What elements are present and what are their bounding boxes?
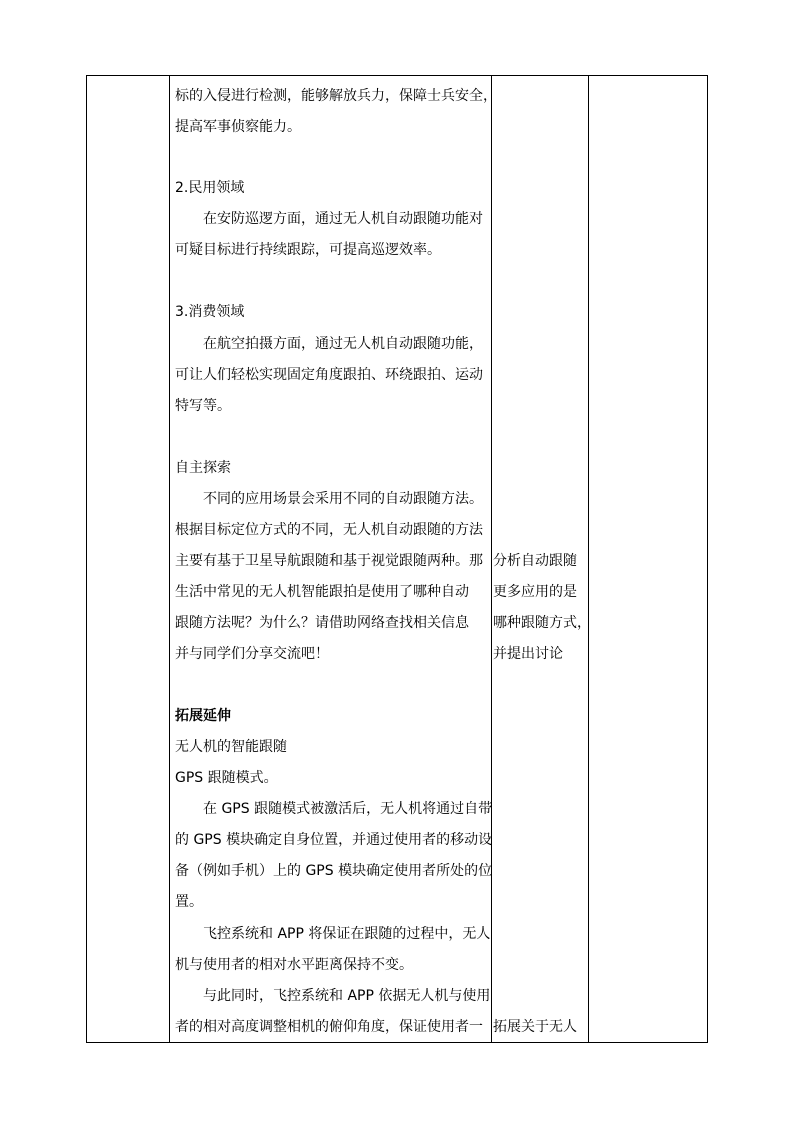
content-line: 的 GPS 模块确定自身位置，并通过使用者的移动设 — [175, 832, 493, 848]
content-line: 根据目标定位方式的不同，无人机自动跟随的方法 — [175, 522, 483, 538]
content-line: 者的相对高度调整相机的俯仰角度，保证使用者一 — [175, 1019, 483, 1035]
content-line: 不同的应用场景会采用不同的自动跟随方法。 — [203, 491, 483, 507]
content-line: 备（例如手机）上的 GPS 模块确定使用者所处的位 — [175, 863, 493, 879]
content-line: 在 GPS 跟随模式被激活后，无人机将通过自带 — [203, 801, 493, 817]
content-line: 无人机的智能跟随 — [175, 739, 287, 755]
content-line: 跟随方法呢？为什么？请借助网络查找相关信息 — [175, 615, 469, 631]
content-line: 可让人们轻松实现固定角度跟拍、环绕跟拍、运动 — [175, 367, 483, 383]
column-divider — [169, 76, 170, 1042]
section-heading: 3.消费领域 — [175, 304, 245, 320]
lesson-table — [86, 75, 708, 1043]
column-divider — [491, 76, 492, 1042]
content-line: 并与同学们分享交流吧！ — [175, 646, 329, 662]
activity-line: 更多应用的是 — [493, 584, 577, 600]
content-line: 在航空拍摄方面，通过无人机自动跟随功能， — [203, 336, 483, 352]
section-heading: 自主探索 — [175, 460, 231, 476]
content-line: 置。 — [175, 894, 203, 910]
section-heading: 拓展延伸 — [175, 708, 231, 724]
content-line: 机与使用者的相对水平距离保持不变。 — [175, 957, 413, 973]
content-line: 特写等。 — [175, 398, 231, 414]
content-line: 可疑目标进行持续跟踪，可提高巡逻效率。 — [175, 242, 441, 258]
content-line: GPS 跟随模式。 — [175, 770, 278, 786]
content-line: 飞控系统和 APP 将保证在跟随的过程中，无人 — [203, 926, 491, 942]
activity-line: 并提出讨论 — [493, 646, 563, 662]
content-line: 在安防巡逻方面，通过无人机自动跟随功能对 — [203, 211, 483, 227]
content-line: 生活中常见的无人机智能跟拍是使用了哪种自动 — [175, 584, 469, 600]
content-line: 标的入侵进行检测，能够解放兵力，保障士兵安全， — [175, 88, 497, 104]
activity-line: 哪种跟随方式， — [493, 615, 591, 631]
activity-line: 拓展关于无人 — [493, 1019, 577, 1035]
section-heading: 2.民用领域 — [175, 180, 245, 196]
column-divider — [588, 76, 589, 1042]
activity-line: 分析自动跟随 — [493, 553, 577, 569]
content-line: 主要有基于卫星导航跟随和基于视觉跟随两种。那 — [175, 553, 483, 569]
content-line: 提高军事侦察能力。 — [175, 119, 301, 135]
content-line: 与此同时，飞控系统和 APP 依据无人机与使用 — [203, 988, 491, 1004]
